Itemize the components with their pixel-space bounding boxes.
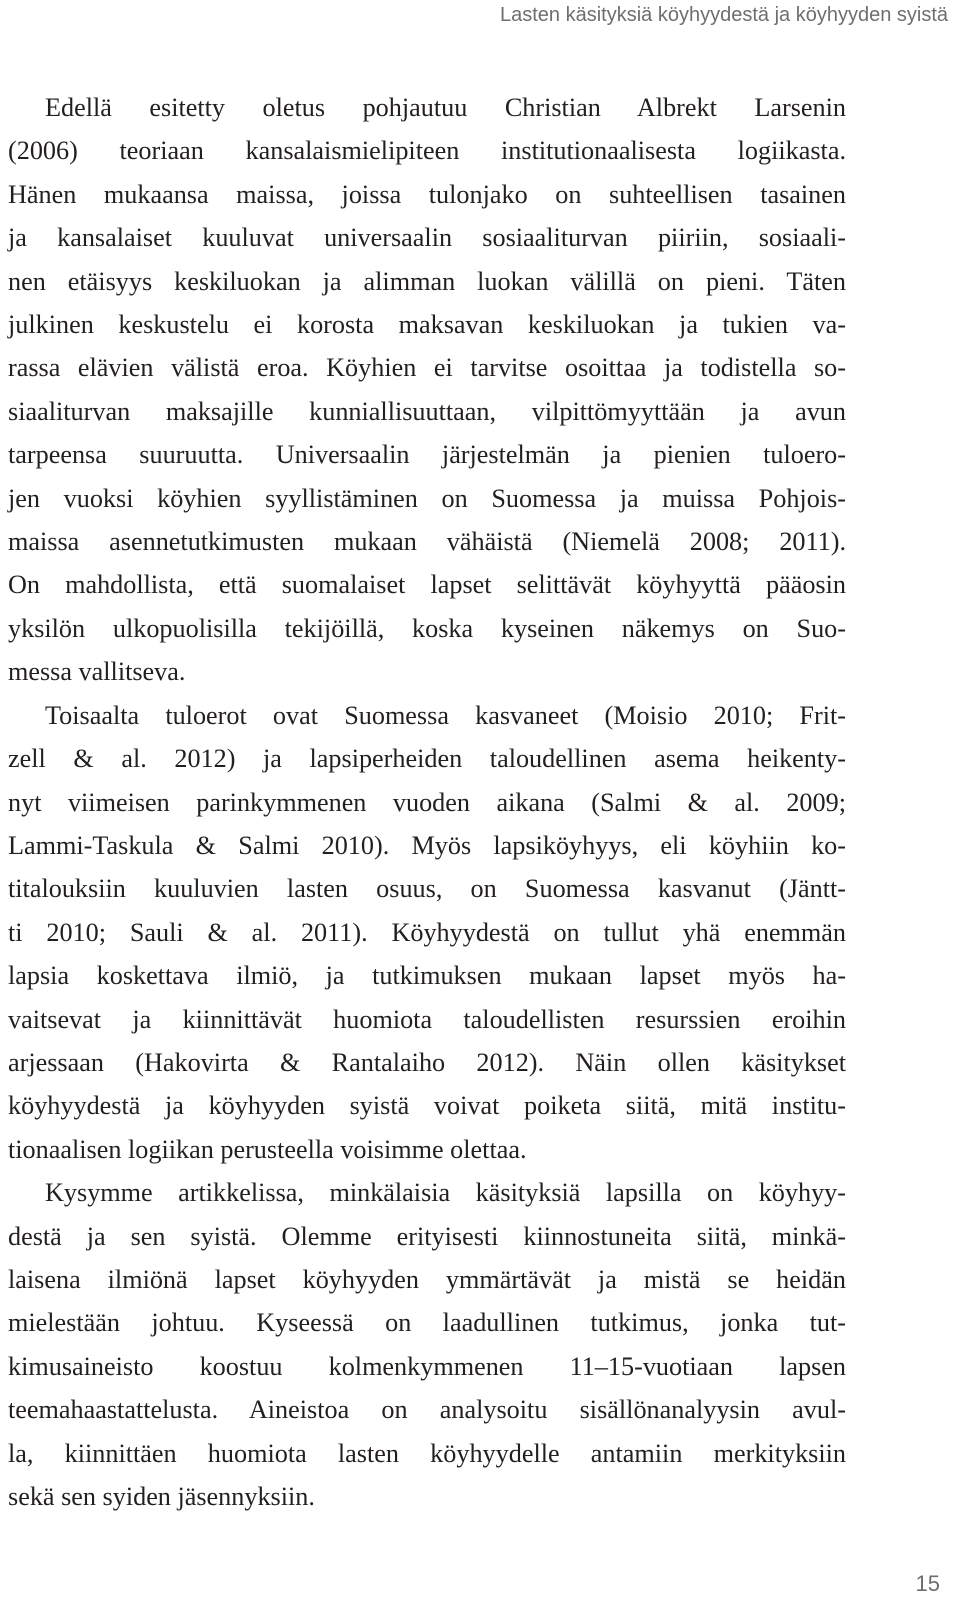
text-line: köyhyydestä ja köyhyyden syistä voivat poiketa siitä, mitä institu- (8, 1091, 846, 1121)
text-line: messa vallitseva. (8, 657, 186, 687)
text-line: vaitsevat ja kiinnittävät huomiota taloudellisten resurssien eroihin (8, 1004, 846, 1034)
text-line: sekä sen syiden jäsennyksiin. (8, 1482, 315, 1511)
text-line: ti 2010; Sauli & al. 2011). Köyhyydestä on tullut yhä enemmän (8, 917, 846, 947)
text-line: la, kiinnittäen huomiota lasten köyhyydelle antamiin merkityksiin (8, 1438, 846, 1468)
text-line: ja kansalaiset kuuluvat universaalin sosiaaliturvan piiriin, sosiaali- (8, 223, 846, 253)
text-line: tionaalisen logiikan perusteella voisimme olettaa. (8, 1134, 527, 1164)
text-line: Kysymme artikkelissa, minkälaisia käsityksiä lapsilla on köyhyy- (45, 1178, 846, 1208)
text-line: yksilön ulkopuolisilla tekijöillä, koska kyseinen näkemys on Suo- (8, 613, 846, 643)
text-line: nen etäisyys keskiluokan ja alimman luokan välillä on pieni. Täten (8, 266, 846, 296)
text-line: tarpeensa suuruutta. Universaalin järjestelmän ja pienien tuloero- (8, 440, 846, 470)
text-line: Toisaalta tuloerot ovat Suomessa kasvaneet (Moisio 2010; Frit- (45, 700, 846, 730)
text-line: teemahaastattelusta. Aineistoa on analysoitu sisällönanalyysin avul- (8, 1395, 846, 1425)
text-line: maissa asennetutkimusten mukaan vähäistä (Niemelä 2008; 2011). (8, 527, 846, 557)
text-line: (2006) teoriaan kansalaismielipiteen institutionaalisesta logiikasta. (8, 136, 846, 166)
text-line: On mahdollista, että suomalaiset lapset selittävät köyhyyttä pääosin (8, 570, 846, 600)
page-number: 15 (915, 1571, 940, 1596)
text-line: zell & al. 2012) ja lapsiperheiden taloudellinen asema heikenty- (8, 744, 846, 774)
text-line: mielestään johtuu. Kyseessä on laadullinen tutkimus, jonka tut- (8, 1308, 846, 1338)
text-line: Edellä esitetty oletus pohjautuu Christian Albrekt Larsenin (45, 93, 846, 122)
text-line: arjessaan (Hakovirta & Rantalaiho 2012). Näin ollen käsitykset (8, 1047, 846, 1077)
text-line: Hänen mukaansa maissa, joissa tulonjako on suhteellisen tasainen (8, 179, 846, 209)
text-line: titalouksiin kuuluvien lasten osuus, on Suomessa kasvanut (Jäntt- (8, 874, 846, 904)
text-line: siaaliturvan maksajille kunniallisuuttaan, vilpittömyyttään ja avun (8, 396, 846, 426)
text-line: lapsia koskettava ilmiö, ja tutkimuksen mukaan lapset myös ha- (8, 961, 846, 991)
text-line: destä ja sen syistä. Olemme erityisesti kiinnostuneita siitä, minkä- (8, 1221, 846, 1251)
text-line: Lammi-Taskula & Salmi 2010). Myös lapsiköyhyys, eli köyhiin ko- (8, 830, 846, 860)
text-line: laisena ilmiönä lapset köyhyyden ymmärtävät ja mistä se heidän (8, 1264, 846, 1294)
text-line: kimusaineisto koostuu kolmenkymmenen 11–15-vuotiaan lapsen (8, 1351, 846, 1381)
text-line: julkinen keskustelu ei korosta maksavan keskiluokan ja tukien va- (8, 310, 846, 340)
text-line: jen vuoksi köyhien syyllistäminen on Suomessa ja muissa Pohjois- (8, 483, 846, 513)
text-line: rassa elävien välistä eroa. Köyhien ei tarvitse osoittaa ja todistella so- (8, 353, 846, 383)
article-body-text (8, 86, 846, 1518)
running-header-title: Lasten käsityksiä köyhyydestä ja köyhyyden syistä (500, 4, 948, 26)
text-line: nyt viimeisen parinkymmenen vuoden aikana (Salmi & al. 2009; (8, 787, 846, 817)
